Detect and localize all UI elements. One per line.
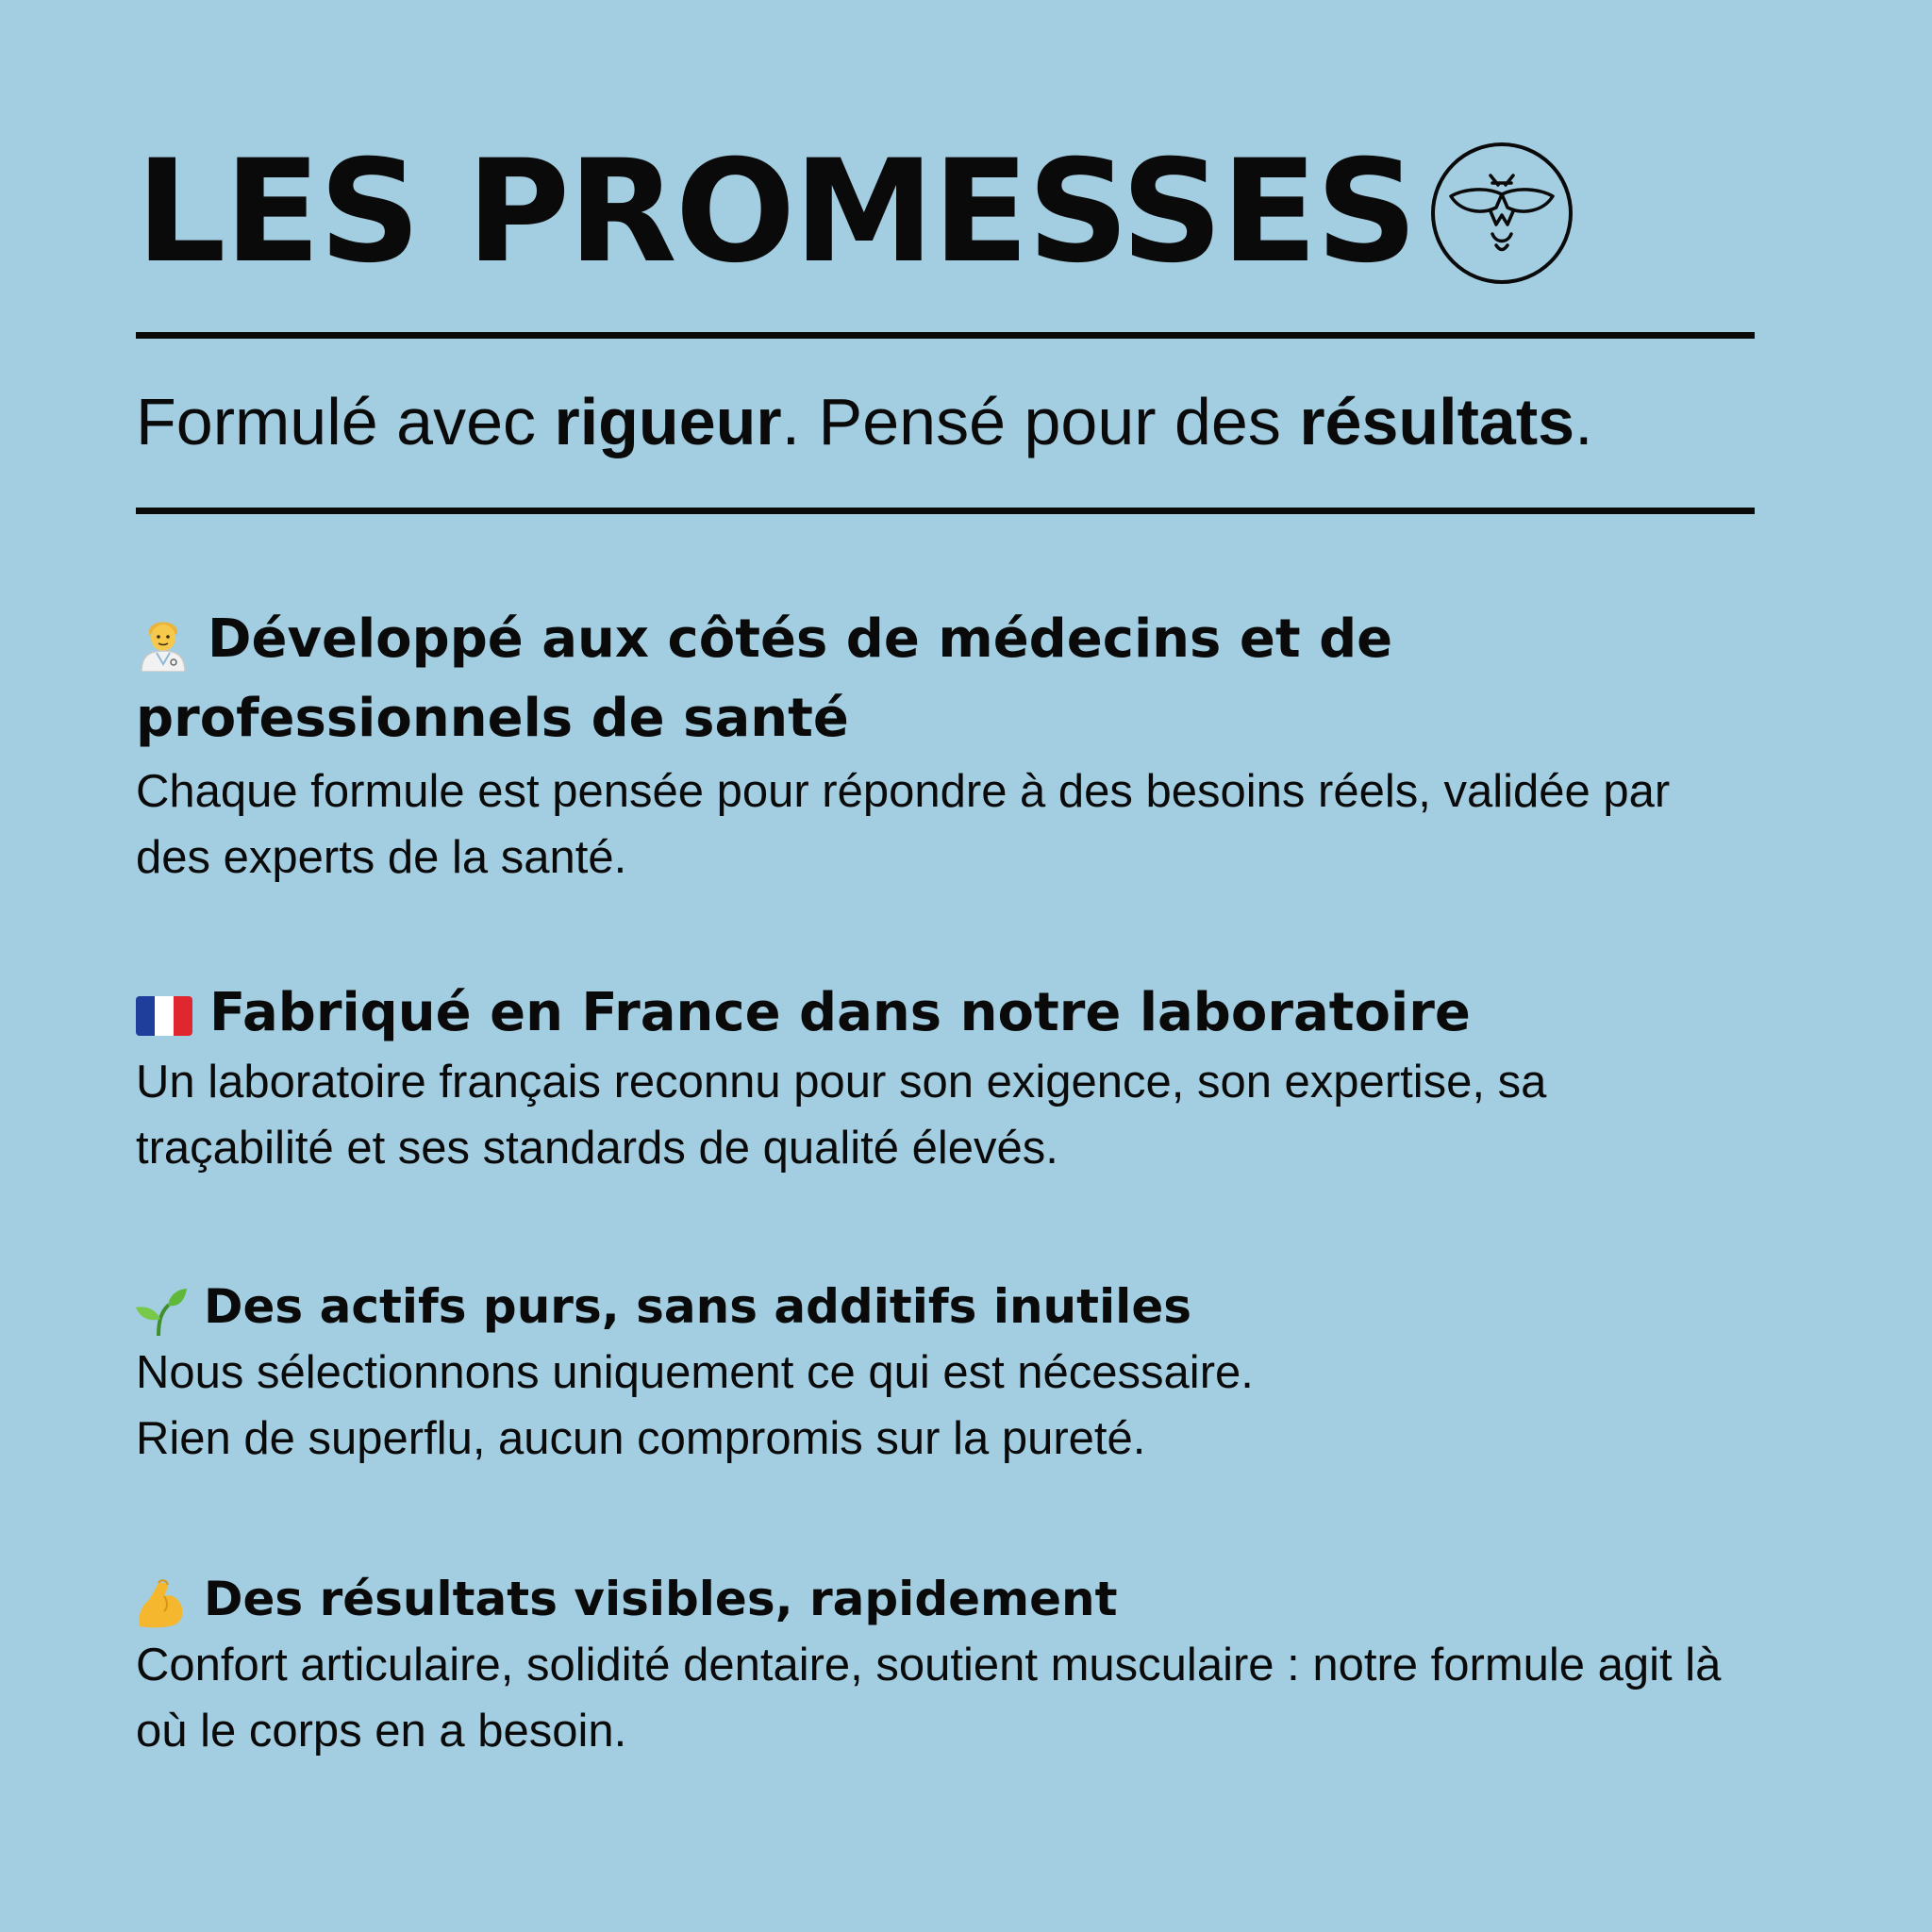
promise-heading-text: Des résultats visibles, rapidement	[204, 1572, 1118, 1626]
promise-heading-text: Développé aux côtés de médecins et de professionnels de santé	[136, 608, 1393, 749]
promise-description: Chaque formule est pensée pour répondre à des besoins réels, validée par des experts de la santé.	[136, 766, 1671, 883]
promise-heading	[136, 600, 1755, 758]
promise-item-france	[136, 977, 1755, 1181]
promise-item-results	[136, 1566, 1755, 1764]
promise-heading-text: Fabriqué en France dans notre laboratoire	[209, 982, 1471, 1043]
page-title: LES PROMESSES	[136, 130, 1416, 294]
seedling-icon	[136, 1285, 187, 1336]
promises-card	[136, 0, 1755, 1932]
tagline	[136, 382, 1593, 461]
promise-heading	[136, 1274, 1755, 1340]
tagline-bold-resultats: résultats	[1299, 385, 1575, 458]
promise-heading	[136, 1566, 1755, 1632]
tagline-part1: Formulé avec	[136, 385, 555, 458]
tagline-bold-rigueur: rigueur	[554, 385, 782, 458]
france-flag-icon	[136, 996, 192, 1036]
promise-item-pure-actives	[136, 1274, 1755, 1472]
tagline-part2: . Pensé pour des	[781, 385, 1300, 458]
tagline-part3: .	[1574, 385, 1593, 458]
promise-description: Confort articulaire, solidité dentaire, soutient musculaire : notre formule agit là où le corps en a besoin.	[136, 1640, 1722, 1757]
promise-description-line1: Nous sélectionnons uniquement ce qui est nécessaire.	[136, 1347, 1254, 1398]
promise-description: Un laboratoire français reconnu pour son exigence, son expertise, sa traçabilité et ses standards de qualité élevés.	[136, 1057, 1547, 1174]
top-divider	[136, 332, 1755, 339]
bottom-divider	[136, 508, 1755, 514]
promise-item-doctors	[136, 600, 1755, 891]
doctor-icon	[136, 613, 191, 672]
flexed-biceps-icon	[136, 1577, 187, 1628]
promise-description-line2: Rien de superflu, aucun compromis sur la pureté.	[136, 1413, 1146, 1464]
promise-heading-text: Des actifs purs, sans additifs inutiles	[204, 1279, 1191, 1334]
bee-logo-icon	[1428, 140, 1575, 287]
promise-heading	[136, 977, 1755, 1049]
